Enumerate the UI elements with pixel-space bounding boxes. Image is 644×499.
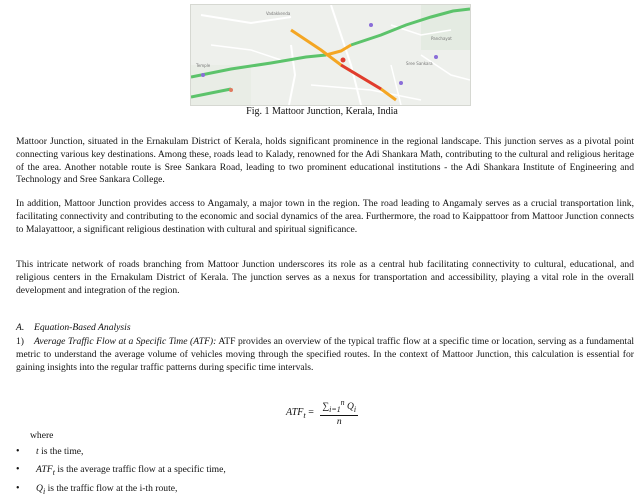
- map-figure: [190, 4, 471, 106]
- junction-pin-icon: [341, 58, 346, 63]
- item-text: ATF provides an overview of the typical traffic flow at a specific time or location, serving as a fundamental metric to understand the average volume of vehicles moving through the specified routes. In the context of Mattoor Junction, this calculation is essential for gaining insights into the regular traffic patterns during specific time intervals.: [16, 336, 634, 373]
- definition-item: • $ATF_t$ is the average traffic flow at a specific time,: [16, 464, 226, 478]
- where-label: where: [30, 430, 54, 441]
- definition-item: • t is the time,: [16, 446, 84, 457]
- section-label: A.: [16, 322, 25, 333]
- equation-atf: $ATF_t$ = $\frac{\sum_{i=1}^n Q_i}{n}$: [286, 398, 357, 428]
- paragraph-1: Mattoor Junction, situated in the Ernakulam District of Kerala, holds significant prominence in the regional landscape. This junction serves as a pivotal point connecting various key destinations. Among these, roads lead to Kalady, renowned for the Adi Shankara Math, contributing to the cultural and religious heritage of the area. Another notable route is Sree Sankara Road, leading to two prominent educational institutions - the Adi Shankara Institute of Engineering and Technology and Sree Sankara College.: [16, 136, 634, 186]
- equation-numerator: $\sum_{i=1}^n$ $Q_i$: [322, 398, 357, 415]
- definition-list: [16, 444, 226, 499]
- section-heading: [16, 322, 131, 333]
- definition-item: • $Q_i$ is the traffic flow at the i-th route,: [16, 482, 178, 496]
- equation-fraction: [320, 398, 358, 427]
- paragraph-2: In addition, Mattoor Junction provides access to Angamaly, a major town in the region. The road leading to Angamaly serves as a crucial transportation link, facilitating connectivity and contributing to the economic and social dynamics of the area. Furthermore, the road to Kaippattoor from Mattoor Junction connects to Malayattoor, a significant religious destination with cultural and spiritual significance.: [16, 198, 634, 235]
- svg-text:Panchayat: Panchayat: [431, 36, 452, 41]
- svg-text:Vadakkenda: Vadakkenda: [266, 11, 291, 16]
- item-title: Average Traffic Flow at a Specific Time (ATF):: [34, 336, 217, 347]
- paragraph-3-text: This intricate network of roads branching from Mattoor Junction underscores its role as a central hub facilitating connectivity to cultural, educational, and religious centers in the Ernakulam District of Kerala. The junction serves as a nexus for transportation and accessibility, playing a vital role in the overall development and integration of the region.: [16, 259, 634, 296]
- equation-lhs-sub: t: [303, 410, 306, 420]
- item-number: 1): [16, 336, 24, 347]
- svg-text:Sree Sankara: Sree Sankara: [406, 61, 433, 66]
- numbered-item-1: [16, 336, 634, 374]
- svg-text:Temple: Temple: [196, 63, 211, 68]
- equation-denominator: n: [336, 417, 342, 428]
- paragraph-3: [16, 259, 634, 297]
- map-graphic: [191, 5, 470, 105]
- figure-caption: Fig. 1 Mattoor Junction, Kerala, India: [246, 106, 398, 117]
- section-title: Equation-Based Analysis: [34, 322, 131, 333]
- equation-lhs: ATF: [286, 406, 304, 418]
